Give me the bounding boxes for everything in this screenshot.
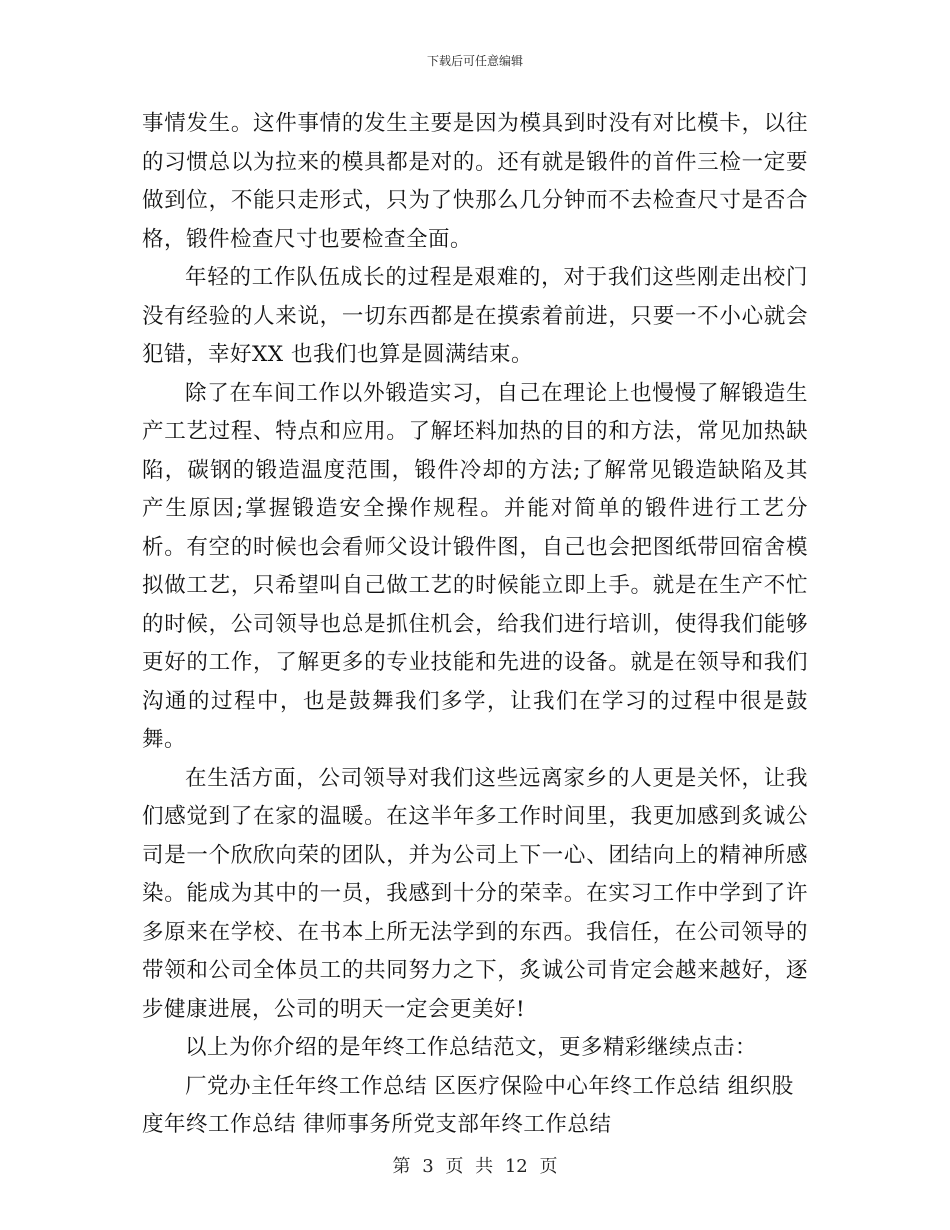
page-header: 下载后可任意编辑 — [426, 54, 523, 68]
paragraph: 年轻的工作队伍成长的过程是艰难的，对于我们这些刚走出校门没有经验的人来说，一切东西都是在摸索着前进，只要一不小心就会犯错，幸好XX 也我们也算是圆满结束。 — [142, 265, 808, 367]
paragraph: 在生活方面，公司领导对我们这些远离家乡的人更是关怀，让我们感觉到了在家的温暖。在这半年多工作时间里，我更加感到炙诚公司是一个欣欣向荣的团队，并为公司上下一心、团结向上的精神所感染。能成为其中的一员，我感到十分的荣幸。在实习工作中学到了许多原来在学校、在书本上所无法学到的东西。我信任，在公司领导的带领和公司全体员工的共同努力之下，炙诚公司肯定会越来越好，逐步健康进展，公司的明天一定会更美好! — [142, 765, 808, 1022]
related-link[interactable]: 厂党办主任年终工作总结 — [185, 1073, 428, 1099]
page-number: 第 3 页 共 12 页 — [392, 1156, 558, 1177]
related-link[interactable]: 组织股度年终工作总结 — [142, 1073, 794, 1137]
related-link[interactable]: 律师事务所党支部年终工作总结 — [303, 1112, 612, 1137]
paragraph: 除了在车间工作以外锻造实习，自己在理论上也慢慢了解锻造生产工艺过程、特点和应用。了解坯料加热的目的和方法，常见加热缺陷，碳钢的锻造温度范围，锻件冷却的方法;了解常见锻造缺陷及其产生原因;掌握锻造安全操作规程。并能对简单的锻件进行工艺分析。有空的时候也会看师父设计锻件图，自己也会把图纸带回宿舍模拟做工艺，只希望叫自己做工艺的时候能立即上手。就是在生产不忙的时候，公司领导也总是抓住机会，给我们进行培训，使得我们能够更好的工作，了解更多的专业技能和先进的设备。就是在领导和我们沟通的过程中，也是鼓舞我们多学，让我们在学习的过程中很是鼓舞。 — [142, 380, 808, 752]
paragraph: 事情发生。这件事情的发生主要是因为模具到时没有对比模卡，以往的习惯总以为拉来的模具都是对的。还有就是锻件的首件三检一定要做到位，不能只走形式，只为了快那么几分钟而不去检查尺寸是否合格，锻件检查尺寸也要检查全面。 — [142, 111, 808, 252]
related-link[interactable]: 区医疗保险中心年终工作总结 — [434, 1073, 721, 1099]
related-links — [142, 1068, 808, 1145]
document-body — [142, 105, 808, 1145]
paragraph: 以上为你介绍的是年终工作总结范文，更多精彩继续点击： — [185, 1035, 758, 1060]
